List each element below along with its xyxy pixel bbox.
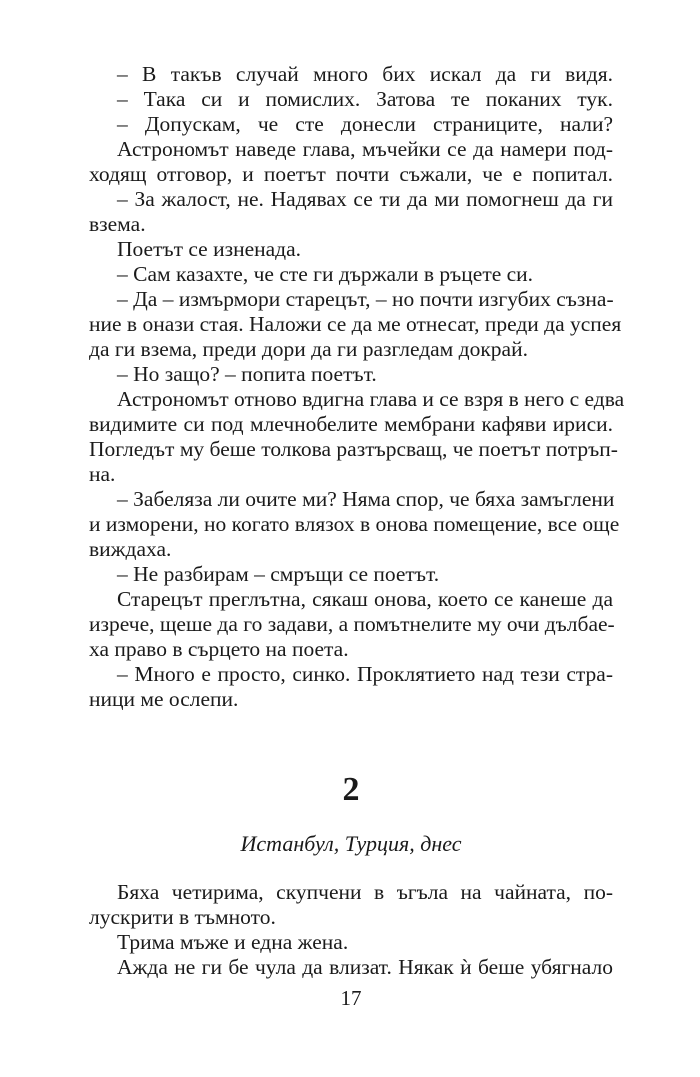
text-line: видимите си под млечнобелите мембрани кафяви ириси.: [89, 412, 613, 436]
text-line: – Сам казахте, че сте ги държали в ръцете си.: [117, 262, 534, 286]
text-line: – Забеляза ли очите ми? Няма спор, че бяха замъглени: [117, 487, 615, 511]
text-line: Ажда не ги бе чула да влизат. Някак ѝ беше убягнало: [117, 955, 613, 979]
text-line: – Много е просто, синко. Проклятието над тези стра-: [117, 662, 613, 686]
text-line: Погледът му беше толкова разтърсващ, че поетът потръп-: [89, 437, 618, 461]
text-line: ходящ отговор, и поетът почти съжали, че е попитал.: [89, 162, 613, 186]
text-line: Астрономът отново вдигна глава и се взря в него с едва: [117, 387, 625, 411]
text-line: и изморени, но когато влязох в онова помещение, все още: [89, 512, 620, 536]
text-line: на.: [89, 462, 116, 486]
text-line: виждаха.: [89, 537, 172, 561]
chapter-number: 2: [342, 771, 360, 808]
book-page: [89, 62, 625, 1052]
text-line: – За жалост, не. Надявах се ти да ми помогнеш да ги: [117, 187, 613, 211]
text-line: да ги взема, преди дори да ги разгледам докрай.: [89, 337, 528, 361]
text-line: лускрити в тъмното.: [89, 905, 276, 929]
text-line: Астрономът наведе глава, мъчейки се да намери под-: [117, 137, 613, 161]
text-line: – Да – измърмори старецът, – но почти изгубих съзна-: [117, 287, 614, 311]
text-line: – Така си и помислих. Затова те поканих тук.: [117, 87, 613, 111]
page-number: 17: [340, 986, 362, 1010]
text-line: Бяха четирима, скупчени в ъгъла на чайната, по-: [117, 880, 613, 904]
text-line: – Не разбирам – смръщи се поетът.: [117, 562, 440, 586]
text-line: – В такъв случай много бих искал да ги видя.: [117, 62, 613, 86]
text-line: Старецът преглътна, сякаш онова, което се канеше да: [117, 587, 613, 611]
text-line: ници ме ослепи.: [89, 687, 239, 711]
text-line: Трима мъже и една жена.: [117, 930, 349, 954]
text-line: ние в онази стая. Наложи се да ме отнесат, преди да успея: [89, 312, 622, 336]
text-line: – Допускам, че сте донесли страниците, нали?: [117, 112, 613, 136]
text-line: ха право в сърцето на поета.: [89, 637, 349, 661]
text-line: Поетът се изненада.: [117, 237, 302, 261]
text-line: взема.: [89, 212, 146, 236]
chapter-subtitle: Истанбул, Турция, днес: [240, 831, 462, 856]
text-line: – Но защо? – попита поетът.: [117, 362, 377, 386]
text-line: изрече, щеше да го задави, а помътнелите му очи дълбае-: [89, 612, 615, 636]
